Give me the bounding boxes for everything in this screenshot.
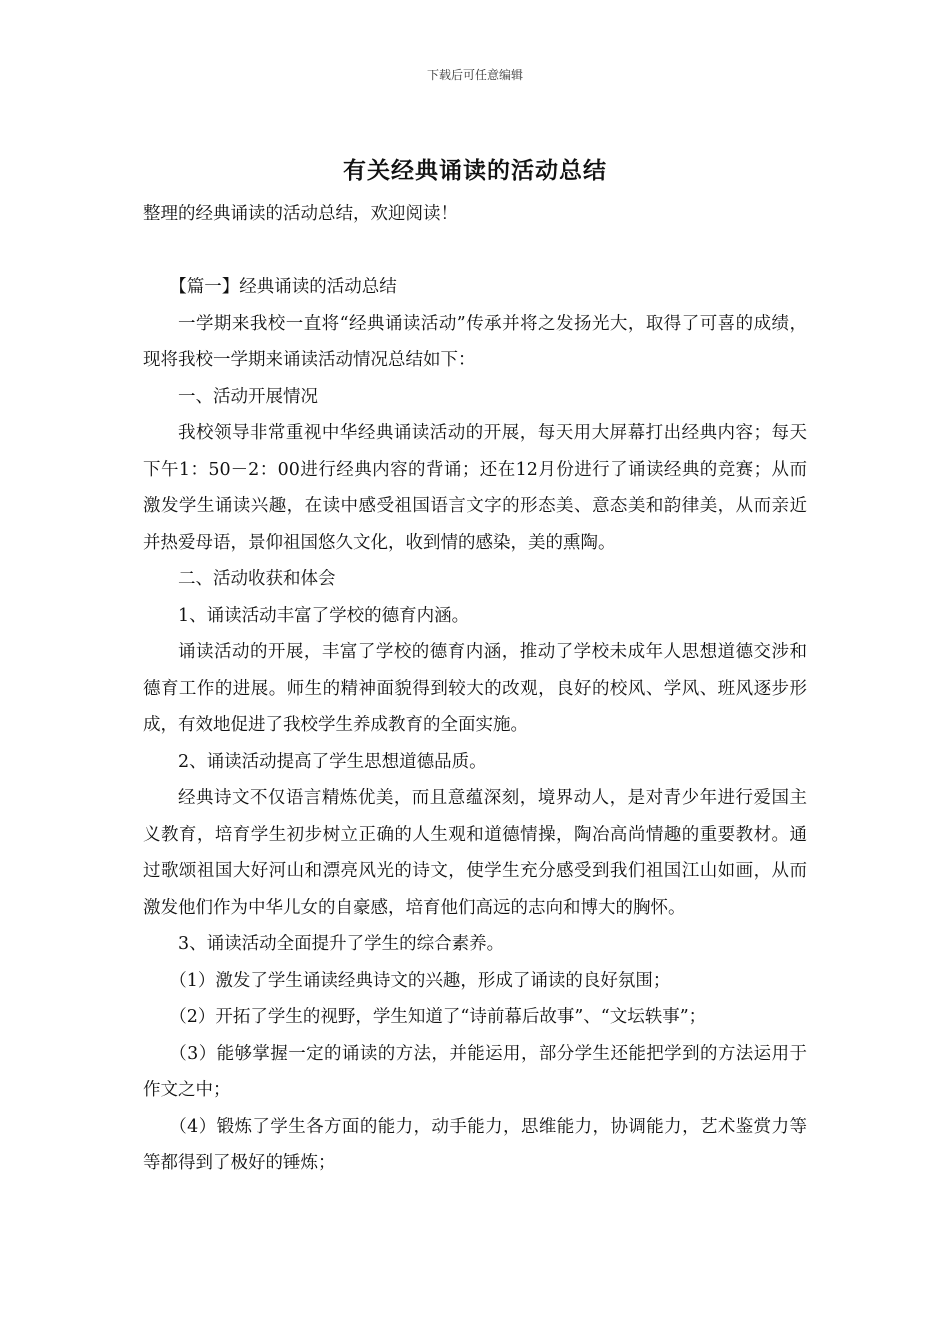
body-paragraph: 1、诵读活动丰富了学校的德育内涵。 [178,605,470,626]
body-paragraph: 经典诗文不仅语言精炼优美，而且意蕴深刻，境界动人，是对青少年进行爱国主义教育，培育学生初步树立正确的人生观和道德情操，陶冶高尚情趣的重要教材。通过歌颂祖国大好河山和漂亮风光的诗文，使学生充分感受到我们祖国江山如画，从而激发他们作为中华儿女的自豪感，培育他们高远的志向和博大的胸怀。 [143,788,807,918]
paragraph-list [143,269,807,1182]
body-paragraph: （4）锻炼了学生各方面的能力，动手能力，思维能力，协调能力，艺术鉴赏力等等都得到了极好的锤炼； [143,1116,807,1173]
body-paragraph: 二、活动收获和体会 [178,569,336,589]
body-paragraph: 【篇一】经典诵读的活动总结 [169,277,397,297]
body-paragraph: 3、诵读活动全面提升了学生的综合素养。 [178,934,505,954]
intro-paragraph: 整理的经典诵读的活动总结，欢迎阅读！ [143,204,458,224]
body-paragraph: 2、诵读活动提高了学生思想道德品质。 [178,751,487,772]
body-paragraph: （1）激发了学生诵读经典诗文的兴趣，形成了诵读的良好氛围； [169,970,671,991]
body-paragraph: （2）开拓了学生的视野，学生知道了“诗前幕后故事”、“文坛轶事”； [169,1007,707,1027]
body-paragraph: 我校领导非常重视中华经典诵读活动的开展，每天用大屏幕打出经典内容；每天下午1：50－2：00进行经典内容的背诵；还在12月份进行了诵读经典的竞赛；从而激发学生诵读兴趣，在读中感受祖国语言文字的形态美、意态美和韵律美，从而亲近并热爱母语，景仰祖国悠久文化，收到情的感染，美的熏陶。 [143,423,807,553]
body-paragraph: （3）能够掌握一定的诵读的方法，并能运用，部分学生还能把学到的方法运用于作文之中； [143,1043,807,1100]
document-body [143,196,807,1182]
document-title: 有关经典诵读的活动总结 [343,158,607,184]
body-paragraph: 一学期来我校一直将“经典诵读活动”传承并将之发扬光大，取得了可喜的成绩，现将我校一学期来诵读活动情况总结如下： [143,313,807,370]
body-paragraph: 诵读活动的开展，丰富了学校的德育内涵，推动了学校未成年人思想道德交涉和德育工作的进展。师生的精神面貌得到较大的改观，良好的校风、学风、班风逐步形成，有效地促进了我校学生养成教育的全面实施。 [143,642,807,735]
body-paragraph: 一、活动开展情况 [178,386,318,407]
page-header-note: 下载后可任意编辑 [426,68,523,82]
